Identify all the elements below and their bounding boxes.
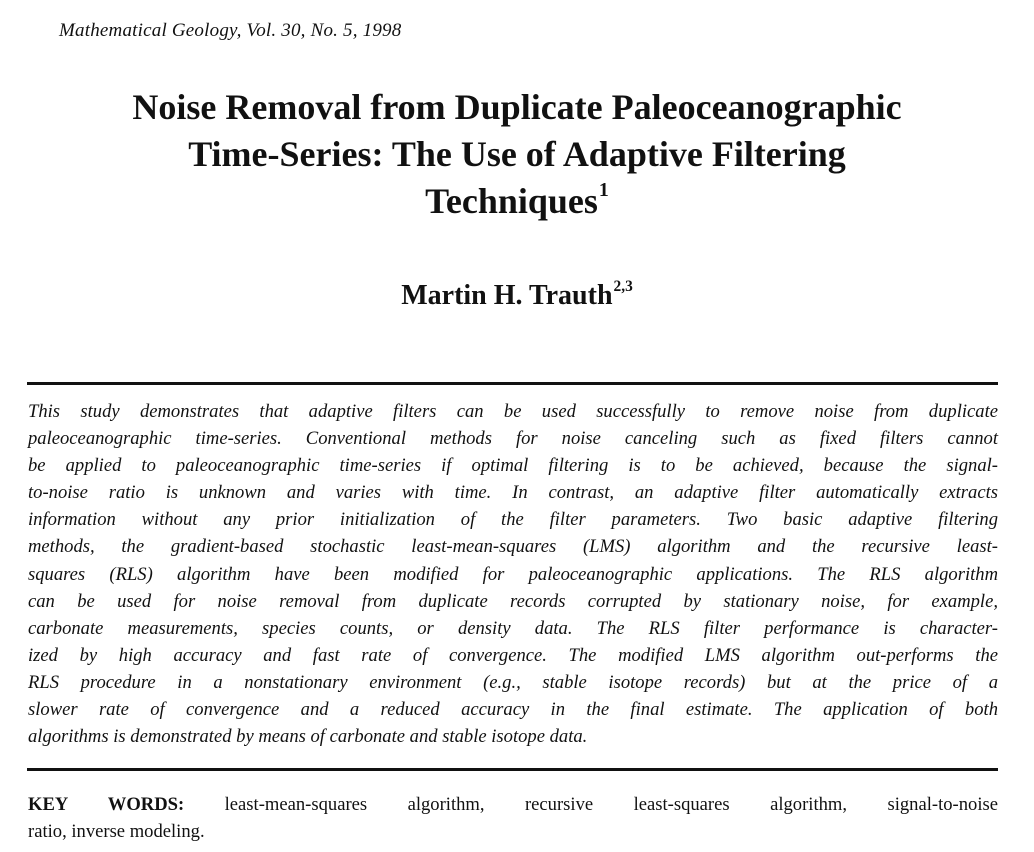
title-line-3-text: Techniques bbox=[425, 181, 598, 221]
paper-title bbox=[0, 84, 1034, 225]
author-affiliation-marks: 2,3 bbox=[613, 277, 633, 295]
keywords-label: KEY WORDS: bbox=[28, 794, 185, 815]
author-name: Martin H. Trauth bbox=[401, 280, 613, 311]
keywords-text-1: least-mean-squares algorithm, recursive least-squares algorithm, signal-to-noise bbox=[224, 794, 998, 815]
abstract-line: can be used for noise removal from duplicate records corrupted by stationary noise, for example, bbox=[28, 590, 998, 612]
abstract-line: carbonate measurements, species counts, or density data. The RLS filter performance is character- bbox=[28, 617, 998, 639]
abstract bbox=[28, 398, 998, 750]
keywords-line-1 bbox=[28, 791, 998, 818]
abstract-line: be applied to paleoceanographic time-series if optimal filtering is to be achieved, because the signal- bbox=[28, 455, 998, 477]
abstract-top-rule bbox=[27, 382, 998, 385]
title-line-2: Time-Series: The Use of Adaptive Filtering bbox=[188, 134, 846, 174]
author-line bbox=[0, 277, 1034, 312]
keywords-line-2: ratio, inverse modeling. bbox=[28, 821, 205, 842]
abstract-line: to-noise ratio is unknown and varies with time. In contrast, an adaptive filter automatically extracts bbox=[28, 482, 998, 504]
title-footnote-mark: 1 bbox=[598, 179, 609, 202]
abstract-line: This study demonstrates that adaptive filters can be used successfully to remove noise from duplicate bbox=[28, 401, 998, 422]
abstract-line: methods, the gradient-based stochastic least-mean-squares (LMS) algorithm and the recursive least- bbox=[28, 536, 998, 558]
journal-citation: Mathematical Geology, Vol. 30, No. 5, 1998 bbox=[59, 20, 402, 41]
abstract-line: paleoceanographic time-series. Conventional methods for noise canceling such as fixed filters cannot bbox=[28, 428, 998, 450]
abstract-line: ized by high accuracy and fast rate of convergence. The modified LMS algorithm out-performs the bbox=[28, 644, 998, 666]
abstract-line: slower rate of convergence and a reduced accuracy in the final estimate. The application of both bbox=[28, 699, 998, 721]
abstract-line: algorithms is demonstrated by means of carbonate and stable isotope data. bbox=[28, 726, 588, 748]
abstract-line: information without any prior initialization of the filter parameters. Two basic adaptive filtering bbox=[28, 509, 998, 531]
title-line-3 bbox=[0, 178, 1034, 225]
abstract-line: squares (RLS) algorithm have been modified for paleoceanographic applications. The RLS algorithm bbox=[28, 563, 998, 585]
title-line-1: Noise Removal from Duplicate Paleoceanographic bbox=[132, 87, 902, 127]
keywords bbox=[28, 791, 998, 845]
abstract-bottom-rule bbox=[27, 768, 998, 771]
abstract-line: RLS procedure in a nonstationary environment (e.g., stable isotope records) but at the price of a bbox=[28, 671, 998, 693]
